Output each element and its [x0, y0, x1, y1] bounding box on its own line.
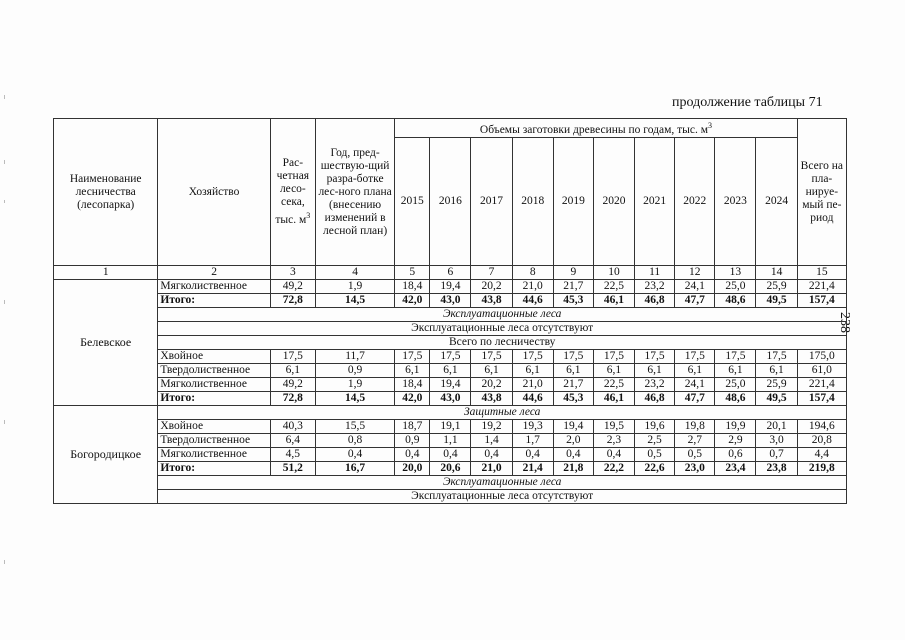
cell-value: 6,4: [270, 434, 315, 448]
header-year: 2024: [756, 137, 797, 265]
cell-value: 22,2: [593, 462, 634, 476]
cell-value: 20,2: [471, 378, 512, 392]
header-year: 2018: [512, 137, 553, 265]
cell-value: 194,6: [797, 420, 846, 434]
cell-value: 18,7: [395, 420, 430, 434]
cell-value: 0,4: [593, 448, 634, 462]
header-name: Наименование лесничества (лесопарка): [54, 119, 158, 266]
row-label: Мягколиственное: [158, 280, 270, 294]
cell-value: 23,2: [635, 280, 675, 294]
table-row: [54, 462, 847, 476]
cell-value: 0,4: [471, 448, 512, 462]
cell-value: 43,0: [430, 392, 471, 406]
cell-value: 23,0: [675, 462, 715, 476]
cell-value: 25,9: [756, 280, 797, 294]
cell-value: 72,8: [270, 294, 315, 308]
cell-value: 6,1: [756, 364, 797, 378]
row-label: Мягколиственное: [158, 378, 270, 392]
cell-value: 20,8: [797, 434, 846, 448]
margin-mark: [4, 160, 5, 164]
cell-value: 6,1: [715, 364, 756, 378]
margin-mark: [4, 560, 5, 564]
cell-value: 42,0: [395, 392, 430, 406]
cell-value: 0,5: [675, 448, 715, 462]
cell-value: 45,3: [553, 392, 593, 406]
row-label: Хвойное: [158, 350, 270, 364]
section-row: [54, 336, 847, 350]
cell-value: 1,9: [315, 378, 394, 392]
forestry-name: Богородицкое: [54, 406, 158, 504]
cell-value: 19,5: [593, 420, 634, 434]
cell-value: 6,1: [553, 364, 593, 378]
header-calc: Рас-четная лесо-сека, тыс. $м^3$: [270, 119, 315, 266]
cell-value: 49,2: [270, 280, 315, 294]
cell-value: 19,4: [430, 378, 471, 392]
cell-value: 72,8: [270, 392, 315, 406]
section-row: [54, 406, 847, 420]
cell-value: 16,7: [315, 462, 394, 476]
cell-value: 23,2: [635, 378, 675, 392]
margin-mark: [4, 420, 5, 424]
cell-value: 46,8: [635, 392, 675, 406]
cell-value: 2,3: [593, 434, 634, 448]
column-number: 12: [675, 266, 715, 280]
table-row: [54, 280, 847, 294]
cell-value: 48,6: [715, 294, 756, 308]
row-label: Итого:: [158, 392, 270, 406]
column-number: 15: [797, 266, 846, 280]
cell-value: 0,7: [756, 448, 797, 462]
cell-value: 43,8: [471, 392, 512, 406]
cell-value: 17,5: [675, 350, 715, 364]
cell-value: 14,5: [315, 294, 394, 308]
column-number: 8: [512, 266, 553, 280]
table-row: [54, 378, 847, 392]
header-volumes: Объемы заготовки древесины по годам, тыс. $м^3$: [395, 119, 797, 138]
column-number: 9: [553, 266, 593, 280]
cell-value: 44,6: [512, 392, 553, 406]
cell-value: 17,5: [270, 350, 315, 364]
table-row: [54, 448, 847, 462]
cell-value: 43,0: [430, 294, 471, 308]
row-label: Твердолиственное: [158, 434, 270, 448]
cell-value: 175,0: [797, 350, 846, 364]
column-number: 6: [430, 266, 471, 280]
cell-value: 17,5: [395, 350, 430, 364]
section-label: Эксплуатационные леса отсутствуют: [158, 322, 847, 336]
row-label: Мягколиственное: [158, 448, 270, 462]
cell-value: 49,5: [756, 392, 797, 406]
cell-value: 1,1: [430, 434, 471, 448]
header-year: 2020: [593, 137, 634, 265]
cell-value: 19,3: [512, 420, 553, 434]
cell-value: 46,1: [593, 392, 634, 406]
column-number: 4: [315, 266, 394, 280]
cell-value: 17,5: [430, 350, 471, 364]
cell-value: 1,7: [512, 434, 553, 448]
cell-value: 1,9: [315, 280, 394, 294]
cell-value: 2,0: [553, 434, 593, 448]
cell-value: 21,8: [553, 462, 593, 476]
cell-value: 19,1: [430, 420, 471, 434]
cell-value: 0,9: [315, 364, 394, 378]
column-number: 13: [715, 266, 756, 280]
cell-value: 22,5: [593, 378, 634, 392]
section-row: [54, 476, 847, 490]
cell-value: 21,0: [471, 462, 512, 476]
row-label: Хвойное: [158, 420, 270, 434]
cell-value: 221,4: [797, 378, 846, 392]
section-label: Всего по лесничеству: [158, 336, 847, 350]
cell-value: 6,1: [395, 364, 430, 378]
section-label: Защитные леса: [158, 406, 847, 420]
cell-value: 20,0: [395, 462, 430, 476]
column-number: 11: [635, 266, 675, 280]
cell-value: 19,6: [635, 420, 675, 434]
table-caption: продолжение таблицы 71: [672, 95, 823, 110]
cell-value: 17,5: [715, 350, 756, 364]
table-row: [54, 420, 847, 434]
table-row: [54, 434, 847, 448]
cell-value: 17,5: [635, 350, 675, 364]
cell-value: 0,4: [395, 448, 430, 462]
cell-value: 4,5: [270, 448, 315, 462]
cell-value: 21,7: [553, 378, 593, 392]
cell-value: 6,1: [270, 364, 315, 378]
cell-value: 22,6: [635, 462, 675, 476]
cell-value: 23,4: [715, 462, 756, 476]
margin-mark: [4, 300, 5, 304]
cell-value: 19,4: [553, 420, 593, 434]
cell-value: 157,4: [797, 294, 846, 308]
cell-value: 6,1: [675, 364, 715, 378]
header-year: 2016: [430, 137, 471, 265]
cell-value: 46,8: [635, 294, 675, 308]
cell-value: 0,5: [635, 448, 675, 462]
header-year: 2017: [471, 137, 512, 265]
column-number: 3: [270, 266, 315, 280]
cell-value: 0,9: [395, 434, 430, 448]
column-number: 14: [756, 266, 797, 280]
cell-value: 15,5: [315, 420, 394, 434]
cell-value: 21,0: [512, 378, 553, 392]
cell-value: 0,4: [315, 448, 394, 462]
cell-value: 21,7: [553, 280, 593, 294]
table-row: [54, 364, 847, 378]
page-number: 238: [837, 312, 852, 333]
row-label: Итого:: [158, 462, 270, 476]
cell-value: 48,6: [715, 392, 756, 406]
table-row: [54, 350, 847, 364]
column-number: 2: [158, 266, 270, 280]
margin-mark: [4, 95, 5, 99]
cell-value: 0,4: [430, 448, 471, 462]
cell-value: 6,1: [635, 364, 675, 378]
margin-mark: [4, 200, 5, 203]
section-label: Эксплуатационные леса: [158, 476, 847, 490]
cell-value: 1,4: [471, 434, 512, 448]
header-year: 2022: [675, 137, 715, 265]
cell-value: 6,1: [512, 364, 553, 378]
cell-value: 19,8: [675, 420, 715, 434]
cell-value: 17,5: [512, 350, 553, 364]
cell-value: 51,2: [270, 462, 315, 476]
cell-value: 0,4: [512, 448, 553, 462]
cell-value: 157,4: [797, 392, 846, 406]
cell-value: 25,0: [715, 378, 756, 392]
header-year: 2023: [715, 137, 756, 265]
row-label: Твердолиственное: [158, 364, 270, 378]
cell-value: 6,1: [471, 364, 512, 378]
cell-value: 46,1: [593, 294, 634, 308]
section-row: [54, 308, 847, 322]
forest-harvest-table: [53, 118, 847, 504]
cell-value: 49,5: [756, 294, 797, 308]
cell-value: 24,1: [675, 378, 715, 392]
cell-value: 20,6: [430, 462, 471, 476]
cell-value: 25,9: [756, 378, 797, 392]
cell-value: 6,1: [593, 364, 634, 378]
cell-value: 4,4: [797, 448, 846, 462]
cell-value: 44,6: [512, 294, 553, 308]
header-plan: Год, пред-шествую-щий разра-ботке лес-ного плана (внесению изменений в лесной план): [315, 119, 394, 266]
cell-value: 17,5: [756, 350, 797, 364]
cell-value: 20,1: [756, 420, 797, 434]
cell-value: 18,4: [395, 280, 430, 294]
cell-value: 43,8: [471, 294, 512, 308]
cell-value: 17,5: [593, 350, 634, 364]
cell-value: 221,4: [797, 280, 846, 294]
cell-value: 22,5: [593, 280, 634, 294]
cell-value: 45,3: [553, 294, 593, 308]
cell-value: 19,4: [430, 280, 471, 294]
cell-value: 2,7: [675, 434, 715, 448]
section-row: [54, 490, 847, 504]
table-row: [54, 294, 847, 308]
cell-value: 47,7: [675, 294, 715, 308]
cell-value: 23,8: [756, 462, 797, 476]
cell-value: 14,5: [315, 392, 394, 406]
column-number: 10: [593, 266, 634, 280]
cell-value: 11,7: [315, 350, 394, 364]
cell-value: 2,9: [715, 434, 756, 448]
cell-value: 25,0: [715, 280, 756, 294]
cell-value: 0,4: [553, 448, 593, 462]
header-total: Всего на пла-нируе-мый пе-риод: [797, 119, 846, 266]
cell-value: 17,5: [471, 350, 512, 364]
cell-value: 19,2: [471, 420, 512, 434]
column-number: 1: [54, 266, 158, 280]
section-label: Эксплуатационные леса: [158, 308, 847, 322]
cell-value: 47,7: [675, 392, 715, 406]
cell-value: 0,6: [715, 448, 756, 462]
cell-value: 24,1: [675, 280, 715, 294]
row-label: Итого:: [158, 294, 270, 308]
cell-value: 17,5: [553, 350, 593, 364]
column-number: 5: [395, 266, 430, 280]
header-year: 2015: [395, 137, 430, 265]
cell-value: 21,0: [512, 280, 553, 294]
cell-value: 40,3: [270, 420, 315, 434]
header-year: 2019: [553, 137, 593, 265]
cell-value: 20,2: [471, 280, 512, 294]
cell-value: 6,1: [430, 364, 471, 378]
cell-value: 219,8: [797, 462, 846, 476]
cell-value: 21,4: [512, 462, 553, 476]
header-farm: Хозяйство: [158, 119, 270, 266]
cell-value: 0,8: [315, 434, 394, 448]
column-number: 7: [471, 266, 512, 280]
section-row: [54, 322, 847, 336]
cell-value: 18,4: [395, 378, 430, 392]
cell-value: 2,5: [635, 434, 675, 448]
cell-value: 3,0: [756, 434, 797, 448]
cell-value: 19,9: [715, 420, 756, 434]
cell-value: 49,2: [270, 378, 315, 392]
section-label: Эксплуатационные леса отсутствуют: [158, 490, 847, 504]
header-year: 2021: [635, 137, 675, 265]
forestry-name: Белевское: [54, 280, 158, 406]
cell-value: 42,0: [395, 294, 430, 308]
table-row: [54, 392, 847, 406]
cell-value: 61,0: [797, 364, 846, 378]
